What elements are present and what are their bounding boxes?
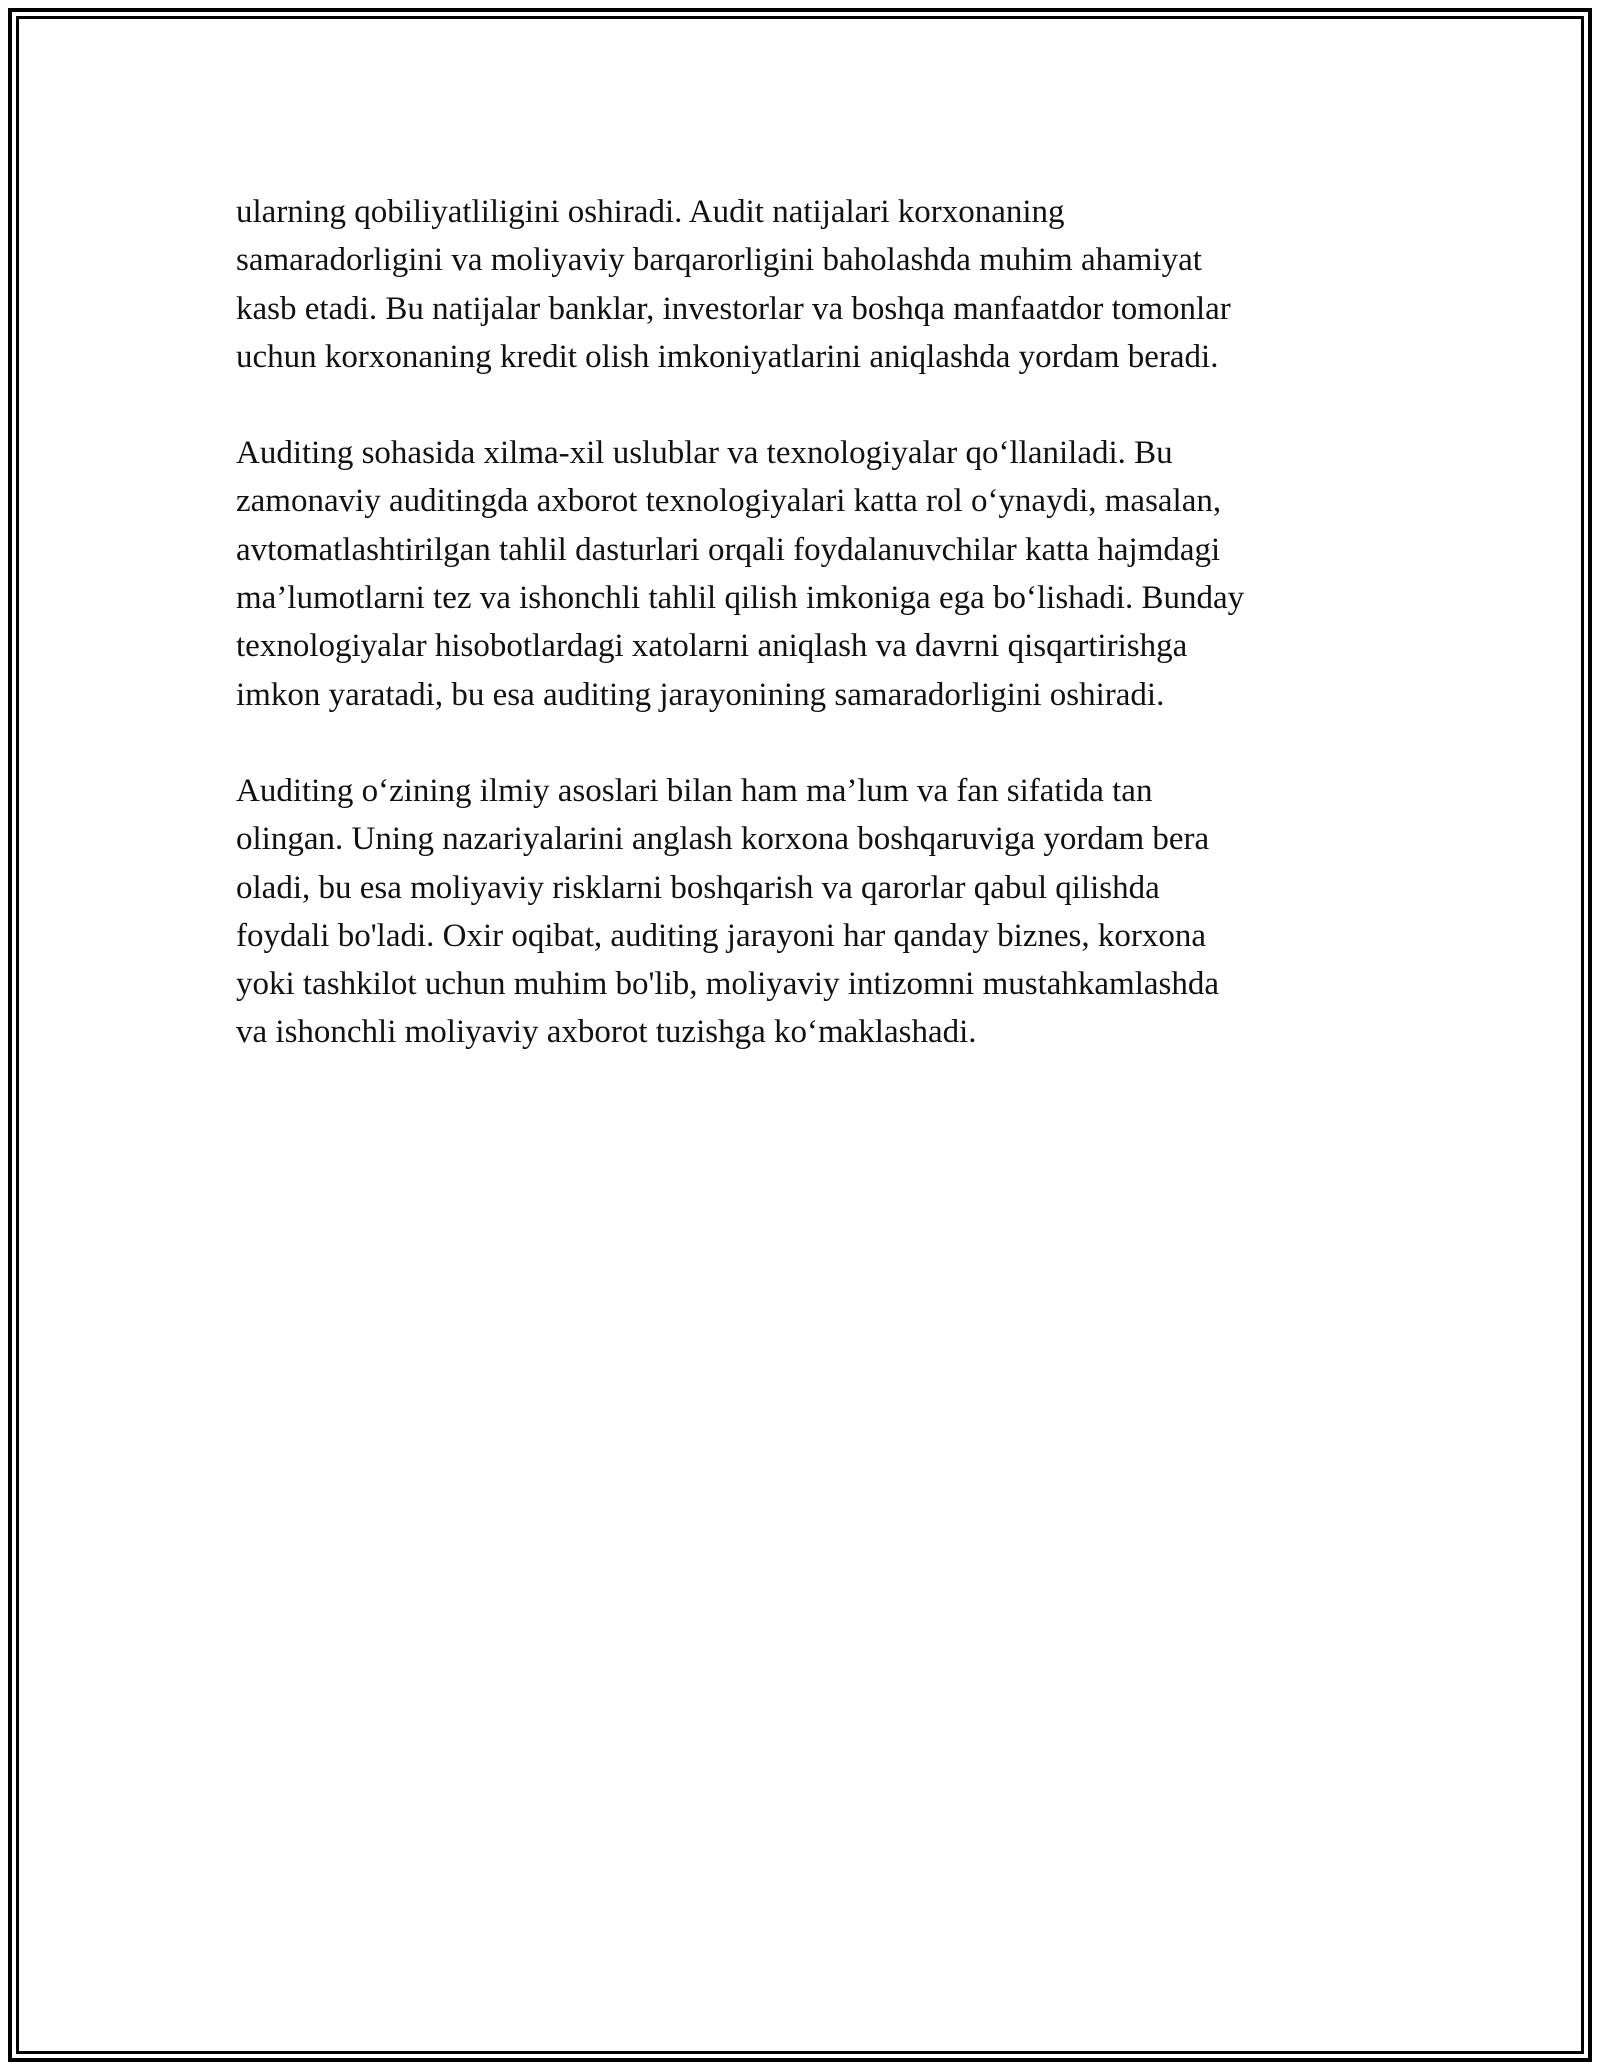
document-body: [236, 188, 1366, 1105]
text-line: Auditing o‘zining ilmiy asoslari bilan ham ma’lum va fan sifatida tan: [236, 772, 1153, 809]
text-line: samaradorligini va moliyaviy barqarorligini baholashda muhim ahamiyat: [236, 242, 1202, 279]
text-line: uchun korxonaning kredit olish imkoniyatlarini aniqlashda yordam beradi.: [236, 338, 1219, 375]
text-line: zamonaviy auditingda axborot texnologiyalari katta rol o‘ynaydi, masalan,: [236, 483, 1222, 520]
text-line: oladi, bu esa moliyaviy risklarni boshqarish va qarorlar qabul qilishda: [236, 869, 1160, 906]
paragraph-3: [236, 767, 1366, 1057]
text-line: texnologiyalar hisobotlardagi xatolarni aniqlash va davrni qisqartirishga: [236, 628, 1188, 665]
text-line: ularning qobiliyatliligini oshiradi. Audit natijalari korxonaning: [236, 194, 1065, 230]
text-line: Auditing sohasida xilma-xil uslublar va texnologiyalar qo‘llaniladi. Bu: [236, 435, 1173, 472]
text-line: foydali bo'ladi. Oxir oqibat, auditing jarayoni har qanday biznes, korxona: [236, 917, 1207, 954]
text-line: kasb etadi. Bu natijalar banklar, investorlar va boshqa manfaatdor tomonlar: [236, 290, 1231, 327]
text-line: va ishonchli moliyaviy axborot tuzishga ko‘maklashadi.: [236, 1014, 977, 1051]
paragraph-2: [236, 429, 1366, 719]
text-line: imkon yaratadi, bu esa auditing jarayonining samaradorligini oshiradi.: [236, 676, 1165, 713]
text-line: yoki tashkilot uchun muhim bo'lib, moliyaviy intizomni mustahkamlashda: [236, 966, 1220, 1003]
paragraph-1: [236, 188, 1366, 381]
text-line: ma’lumotlarni tez va ishonchli tahlil qilish imkoniga ega bo‘lishadi. Bunday: [236, 580, 1245, 617]
text-line: olingan. Uning nazariyalarini anglash korxona boshqaruviga yordam bera: [236, 821, 1210, 858]
text-line: avtomatlashtirilgan tahlil dasturlari orqali foydalanuvchilar katta hajmdagi: [236, 531, 1221, 568]
